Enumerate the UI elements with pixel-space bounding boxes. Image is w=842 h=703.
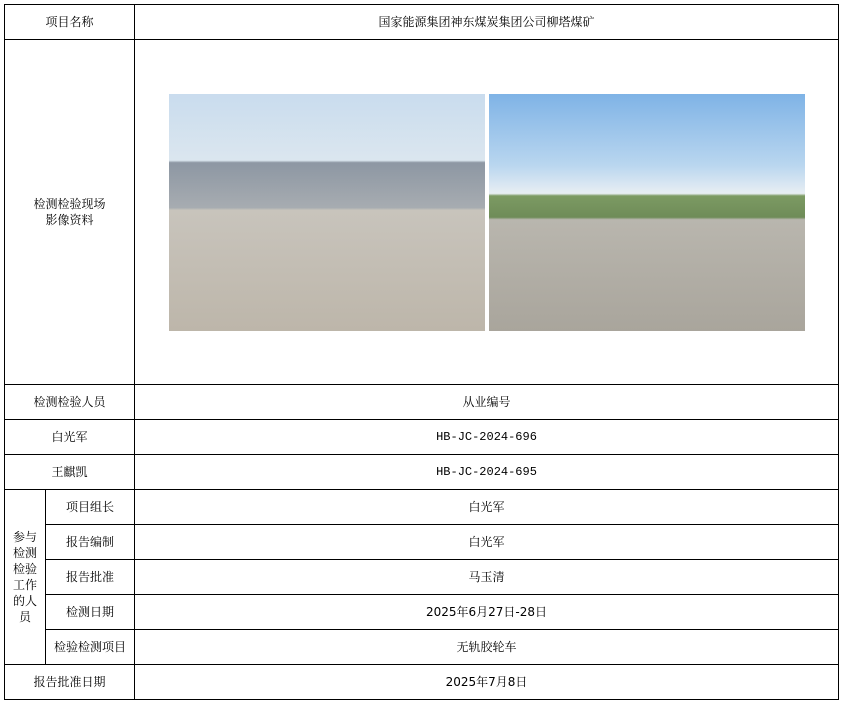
row-inspector: [5, 420, 839, 455]
row-participant: [5, 525, 839, 560]
row-participant: [5, 490, 839, 525]
row-participant: [5, 595, 839, 630]
project-name-value: 国家能源集团神东煤炭集团公司柳塔煤矿: [135, 5, 839, 40]
row-participant: [5, 560, 839, 595]
site-images-cell: [135, 40, 839, 385]
row-participant: [5, 630, 839, 665]
approval-date-label: 报告批准日期: [5, 665, 135, 700]
participant-value: 白光军: [135, 490, 839, 525]
inspectors-header-label: 检测检验人员: [5, 385, 135, 420]
row-inspectors-header: [5, 385, 839, 420]
participant-role: 报告编制: [46, 525, 135, 560]
row-project-name: [5, 5, 839, 40]
participant-role: 项目组长: [46, 490, 135, 525]
inspector-name: 王麒凯: [5, 455, 135, 490]
site-photo-right: [489, 94, 805, 331]
participant-value: 马玉清: [135, 560, 839, 595]
inspector-name: 白光军: [5, 420, 135, 455]
inspector-code: HB-JC-2024-695: [135, 455, 839, 490]
participant-value: 无轨胶轮车: [135, 630, 839, 665]
inspectors-header-value: 从业编号: [135, 385, 839, 420]
row-approval-date: [5, 665, 839, 700]
participants-label: [5, 490, 46, 665]
row-inspector: [5, 455, 839, 490]
photo-row: [135, 94, 838, 331]
participant-role: 报告批准: [46, 560, 135, 595]
inspector-code: HB-JC-2024-696: [135, 420, 839, 455]
participant-value: 白光军: [135, 525, 839, 560]
inspection-report-table: [4, 4, 839, 700]
site-photo-left: [169, 94, 485, 331]
project-name-label: 项目名称: [5, 5, 135, 40]
site-images-label: [5, 40, 135, 385]
site-images-label-text: 检测检验现场影像资料: [33, 197, 106, 227]
participant-role: 检验检测项目: [46, 630, 135, 665]
participant-value: 2025年6月27日-28日: [135, 595, 839, 630]
row-site-images: [5, 40, 839, 385]
participant-role: 检测日期: [46, 595, 135, 630]
participants-label-text: 参与检测检验工作的人员: [12, 530, 37, 624]
approval-date-value: 2025年7月8日: [135, 665, 839, 700]
